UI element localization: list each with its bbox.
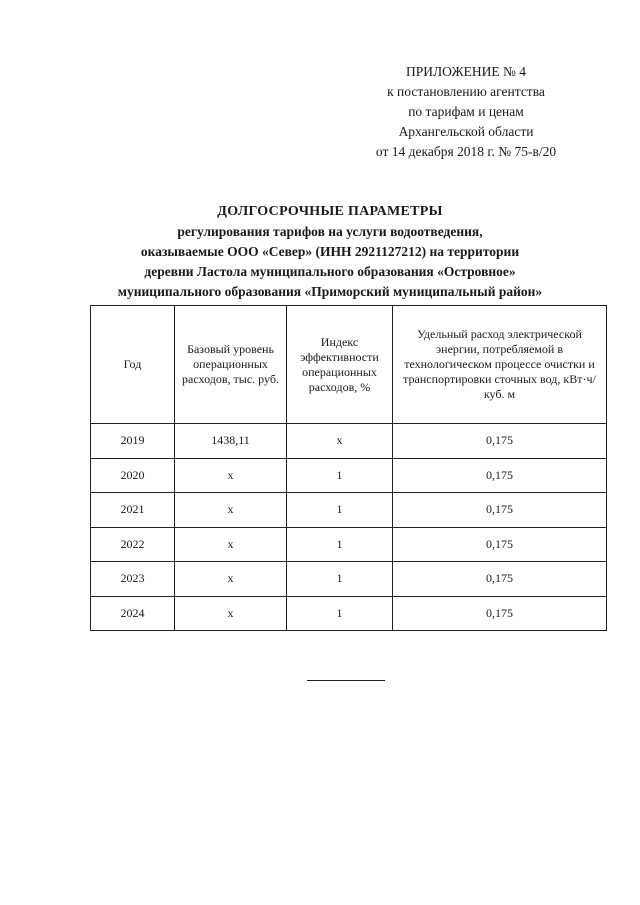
document-title [40, 202, 620, 302]
cell-efficiency-index: х [287, 424, 393, 459]
title-line: оказываемые ООО «Север» (ИНН 2921127212) на территории [140, 244, 520, 259]
cell-base-opex: х [175, 527, 287, 562]
cell-efficiency-index: 1 [287, 493, 393, 528]
table-row [91, 493, 607, 528]
cell-year: 2020 [91, 458, 175, 493]
cell-base-opex: х [175, 458, 287, 493]
cell-energy-consumption: 0,175 [393, 424, 607, 459]
cell-efficiency-index: 1 [287, 562, 393, 597]
table-row [91, 458, 607, 493]
appendix-block [340, 62, 592, 162]
appendix-line: по тарифам и ценам [408, 104, 524, 119]
title-line: деревни Ластола муниципального образования «Островное» [144, 264, 516, 279]
cell-year: 2021 [91, 493, 175, 528]
title-heading: ДОЛГОСРОЧНЫЕ ПАРАМЕТРЫ [217, 204, 443, 219]
table-row [91, 424, 607, 459]
appendix-number: ПРИЛОЖЕНИЕ № 4 [405, 64, 527, 79]
cell-year: 2023 [91, 562, 175, 597]
header-year: Год [91, 306, 175, 424]
cell-base-opex: 1438,11 [175, 424, 287, 459]
cell-year: 2019 [91, 424, 175, 459]
cell-energy-consumption: 0,175 [393, 562, 607, 597]
header-energy-consumption: Удельный расход электрической энергии, потребляемой в технологическом процессе очистки и транспортировки сточных вод, кВт·ч/куб. м [393, 306, 607, 424]
cell-year: 2022 [91, 527, 175, 562]
cell-energy-consumption: 0,175 [393, 527, 607, 562]
appendix-line: Архангельской области [398, 124, 534, 139]
table-row [91, 562, 607, 597]
document-end-divider [307, 680, 385, 681]
table-header-row [91, 306, 607, 424]
cell-energy-consumption: 0,175 [393, 458, 607, 493]
cell-base-opex: х [175, 562, 287, 597]
cell-energy-consumption: 0,175 [393, 596, 607, 631]
title-line: муниципального образования «Приморский муниципальный район» [117, 284, 543, 299]
cell-efficiency-index: 1 [287, 458, 393, 493]
parameters-table [90, 305, 607, 631]
header-efficiency-index: Индекс эффективности операционных расходов, % [287, 306, 393, 424]
table-row [91, 596, 607, 631]
table-row [91, 527, 607, 562]
title-line: регулирования тарифов на услуги водоотведения, [177, 224, 483, 239]
cell-efficiency-index: 1 [287, 527, 393, 562]
appendix-line: к постановлению агентства [387, 84, 545, 99]
header-base-opex: Базовый уровень операционных расходов, тыс. руб. [175, 306, 287, 424]
cell-energy-consumption: 0,175 [393, 493, 607, 528]
cell-efficiency-index: 1 [287, 596, 393, 631]
appendix-date-line: от 14 декабря 2018 г. № 75-в/20 [375, 144, 557, 159]
cell-base-opex: х [175, 596, 287, 631]
cell-base-opex: х [175, 493, 287, 528]
cell-year: 2024 [91, 596, 175, 631]
